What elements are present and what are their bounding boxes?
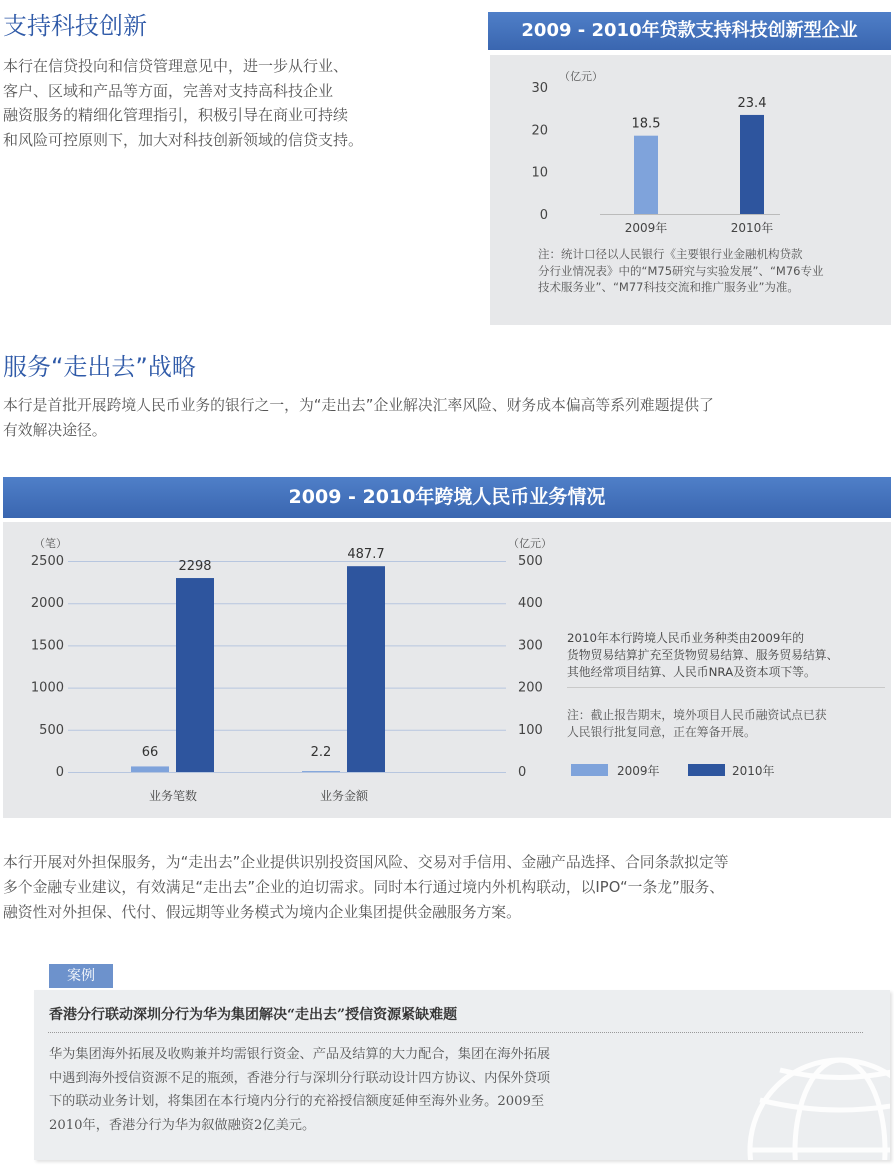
- legend-swatch-2009: [571, 764, 608, 776]
- right-tick-label: 500: [518, 554, 543, 569]
- case-line: 中遇到海外授信资源不足的瓶颈，香港分行与深圳分行联动设计四方协议、内保外贷项: [49, 1070, 551, 1086]
- chart2-left-unit: （笔）: [34, 537, 67, 550]
- case-tag: 案例: [49, 964, 113, 988]
- legend-label-2010: 2010年: [732, 764, 775, 778]
- section-title-tech-innovation: 支持科技创新: [3, 12, 147, 40]
- chart2-note: [567, 707, 885, 741]
- note-line: 分行业情况表》中的“M75研究与实验发展”、“M76专业: [538, 263, 824, 278]
- bar-value-label: 66: [141, 745, 159, 760]
- y-tick-label: 20: [531, 123, 548, 139]
- bar-value-label: 18.5: [631, 116, 661, 132]
- paragraph-line: 和风险可控原则下，加大对科技创新领域的信贷支持。: [3, 130, 364, 149]
- case-title-divider: [48, 1032, 863, 1033]
- chart2-divider: [567, 687, 885, 688]
- legend-label-2009: 2009年: [617, 764, 660, 778]
- left-tick-label: 2000: [30, 596, 64, 612]
- section-paragraph-guarantee: [3, 850, 891, 925]
- bar-2009年: [634, 136, 658, 214]
- legend-swatch-2010: [688, 764, 725, 776]
- left-tick-label: 1000: [30, 680, 64, 696]
- chart2-legend: [571, 762, 871, 778]
- paragraph-line: 本行是首批开展跨境人民币业务的银行之一，为“走出去”企业解决汇率风险、财务成本偏高等系列难题提供了: [3, 397, 714, 414]
- paragraph-line: 多个金融专业建议，有效满足“走出去”企业的迫切需求。同时本行通过境内外机构联动，以IPO“一条龙”服务、: [3, 879, 725, 896]
- chart1-banner: 2009 - 2010年贷款支持科技创新型企业: [488, 12, 891, 50]
- chart2-description: [567, 630, 885, 681]
- paragraph-line: 本行开展对外担保服务，为“走出去”企业提供识别投资国风险、交易对手信用、金融产品选择、合同条款拟定等: [3, 854, 729, 871]
- section-title-going-global: 服务“走出去”战略: [3, 353, 196, 381]
- case-line: 2010年，香港分行为华为叙做融资2亿美元。: [49, 1117, 316, 1133]
- bar-2009年-业务笔数: [131, 766, 169, 772]
- description-line: 货物贸易结算扩充至货物贸易结算、服务贸易结算、: [567, 648, 839, 662]
- description-line: 其他经常项目结算、人民币NRA及资本项下等。: [567, 665, 816, 679]
- category-label: 2009年: [624, 221, 668, 235]
- category-label: 2010年: [730, 221, 774, 235]
- note-line: 注：统计口径以人民银行《主要银行业金融机构贷款: [538, 247, 803, 261]
- case-line: 下的联动业务计划，将集团在本行境内分行的充裕授信额度延伸至海外业务。2009至: [49, 1094, 545, 1109]
- chart1-panel: [490, 55, 891, 325]
- right-tick-label: 300: [518, 638, 543, 654]
- bar-2010年: [740, 115, 764, 214]
- paragraph-line: 本行在信贷投向和信贷管理意见中，进一步从行业、: [3, 57, 349, 75]
- chart1-unit-label: （亿元）: [559, 70, 603, 83]
- paragraph-line: 融资性对外担保、代付、假远期等业务模式为境内企业集团提供金融服务方案。: [3, 904, 521, 921]
- left-tick-label: 500: [39, 722, 64, 738]
- chart1-svg: [490, 55, 891, 240]
- case-panel: [34, 990, 890, 1160]
- chart1-note: [538, 246, 883, 296]
- chart2-panel: [3, 522, 891, 818]
- section-paragraph-tech-innovation: [3, 54, 473, 152]
- case-line: 华为集团海外拓展及收购兼并均需银行资金、产品及结算的大力配合，集团在海外拓展: [49, 1047, 551, 1062]
- case-title: 香港分行联动深圳分行为华为集团解决“走出去”授信资源紧缺难题: [49, 1007, 458, 1023]
- left-tick-label: 0: [55, 765, 64, 780]
- case-body: [49, 1043, 849, 1137]
- category-label: 业务金额: [319, 789, 369, 803]
- note-line: 注：截止报告期末，境外项目人民币融资试点已获: [567, 708, 827, 722]
- left-tick-label: 2500: [30, 554, 64, 569]
- right-tick-label: 200: [518, 680, 543, 696]
- paragraph-line: 融资服务的精细化管理指引，积极引导在商业可持续: [3, 106, 349, 124]
- bar-value-label: 487.7: [347, 547, 385, 563]
- left-tick-label: 1500: [30, 638, 64, 654]
- y-tick-label: 0: [539, 208, 548, 223]
- chart2-svg: [3, 522, 563, 818]
- y-tick-label: 10: [531, 165, 548, 181]
- chart2-right-unit: （亿元）: [508, 537, 552, 550]
- right-tick-label: 0: [518, 765, 527, 780]
- category-label: 业务笔数: [148, 789, 198, 803]
- note-line: 人民银行批复同意，正在筹备开展。: [567, 725, 756, 739]
- paragraph-line: 客户、区域和产品等方面，完善对支持高科技企业: [3, 81, 334, 100]
- chart2-banner: 2009 - 2010年跨境人民币业务情况: [3, 477, 891, 518]
- right-tick-label: 100: [518, 722, 543, 738]
- right-tick-label: 400: [518, 596, 543, 612]
- bar-2010年-业务金额: [347, 566, 385, 772]
- bar-2010年-业务笔数: [176, 578, 214, 772]
- bar-2009年-业务金额: [302, 771, 340, 772]
- description-line: 2010年本行跨境人民币业务种类由2009年的: [567, 631, 804, 645]
- bar-value-label: 2298: [178, 559, 212, 575]
- note-line: 技术服务业”、“M77科技交流和推广服务业”为准。: [538, 280, 799, 294]
- bar-value-label: 2.2: [310, 745, 332, 760]
- paragraph-line: 有效解决途径。: [3, 421, 107, 439]
- bar-value-label: 23.4: [737, 95, 767, 111]
- y-tick-label: 30: [531, 81, 548, 96]
- section-paragraph-going-global: [3, 394, 891, 443]
